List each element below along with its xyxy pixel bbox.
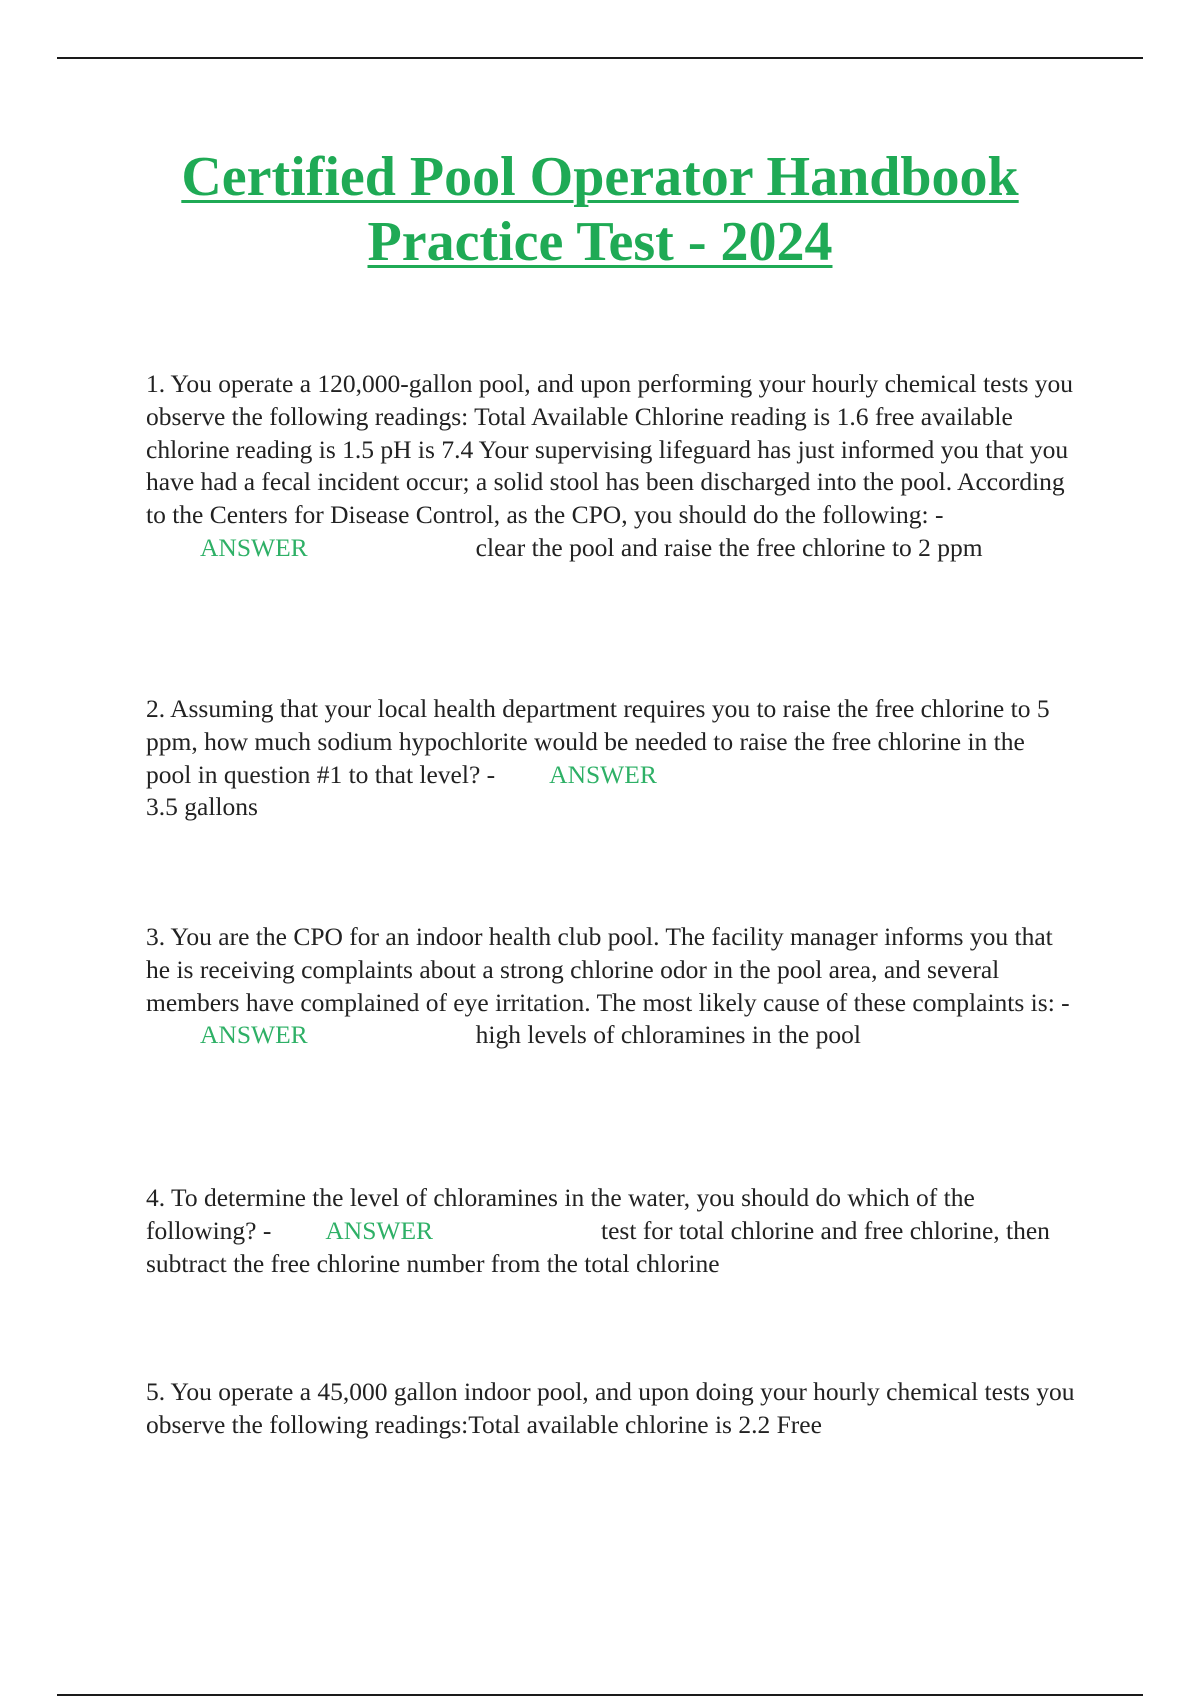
question-4-answer: test for total chlorine and free chlorine, then subtract the free chlorine number from the total chlorine [146,1215,1050,1278]
question-1 [146,368,1076,565]
answer-label: ANSWER [549,759,657,789]
question-1-prompt: 1. You operate a 120,000-gallon pool, and upon performing your hourly chemical tests you observe the following readings: Total Available Chlorine reading is 1.6 free available chlorine reading is 1.5 pH is 7.4 Your supervising lifeguard has just informed you that you have had a fecal incident occur; a solid stool has been discharged into the pool. According to the Centers for Disease Control, as the CPO, you should do the following: - [146,369,1074,530]
question-4 [146,1182,1076,1280]
question-3-answer: high levels of chloramines in the pool [475,1020,861,1050]
question-2 [146,693,1076,824]
question-5-prompt: 5. You operate a 45,000 gallon indoor pool, and upon doing your hourly chemical tests you observe the following readings:Total available chlorine is 2.2 Free [146,1377,1075,1439]
page-title [100,145,1100,275]
question-1-answer: clear the pool and raise the free chlorine to 2 ppm [475,532,983,562]
question-2-answer: 3.5 gallons [146,792,258,822]
question-5 [146,1376,1076,1442]
answer-label: ANSWER [200,1020,308,1050]
top-rule [57,57,1143,59]
question-3 [146,921,1076,1052]
question-3-prompt: 3. You are the CPO for an indoor health club pool. The facility manager informs you that he is receiving complaints about a strong chlorine odor in the pool area, and several members have complained of eye irritation. The most likely cause of these complaints is: - [146,922,1070,1017]
bottom-rule [57,1694,1143,1696]
title-line-2: Practice Test - 2024 [367,211,833,273]
answer-label: ANSWER [200,532,308,562]
title-line-1: Certified Pool Operator Handbook [181,146,1019,208]
answer-label: ANSWER [325,1215,434,1245]
question-2-prompt: 2. Assuming that your local health department requires you to raise the free chlorine to 5 ppm, how much sodium hypochlorite would be needed to raise the free chlorine in the pool in question #1 to that level? - [146,694,1050,789]
question-4-prompt: 4. To determine the level of chloramines in the water, you should do which of the following? - [146,1183,975,1245]
